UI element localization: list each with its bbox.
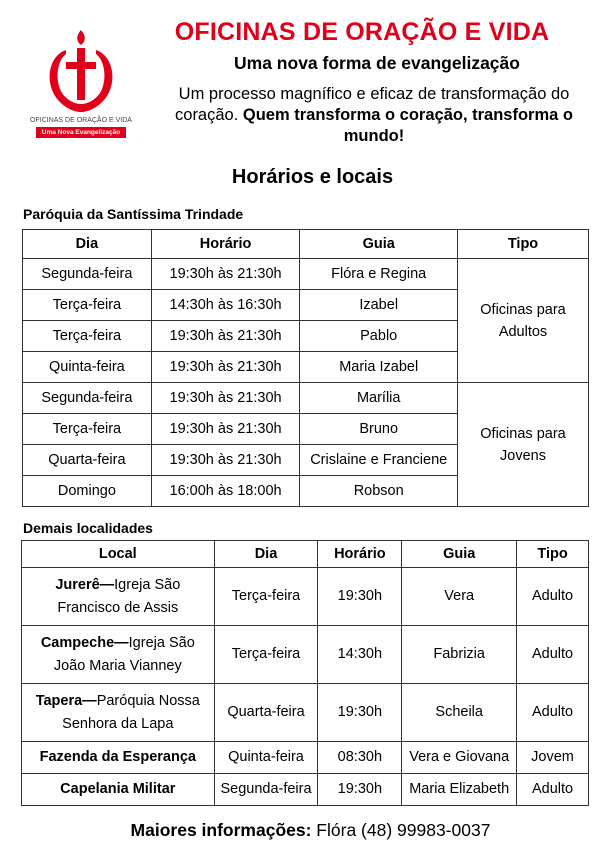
cell-horario: 19:30h às 21:30h [151, 259, 300, 290]
cell-horario: 14:30h [318, 626, 402, 684]
cell-horario: 14:30h às 16:30h [151, 290, 300, 321]
table-row [23, 383, 589, 414]
cell-guia: Maria Izabel [300, 352, 458, 383]
local-detail: Paróquia Nossa Senhora da Lapa [62, 692, 200, 732]
table-row [22, 742, 589, 774]
cell-dia: Terça-feira [23, 414, 152, 445]
local-name: Campeche— [40, 634, 129, 651]
cell-tipo: Adulto [517, 626, 589, 684]
cell-dia: Quinta-feira [214, 742, 318, 774]
header-local: Local [22, 541, 215, 568]
cell-guia: Pablo [300, 321, 458, 352]
cell-horario: 19:30h [318, 774, 402, 806]
local-name: Capelania Militar [60, 781, 176, 797]
cell-horario: 19:30h às 21:30h [151, 383, 300, 414]
cell-local [22, 742, 215, 774]
intro-bold: Quem transforma o coração, transforma o mundo! [242, 106, 573, 145]
cell-tipo-adultos [458, 259, 589, 383]
cell-horario: 19:30h às 21:30h [151, 414, 300, 445]
cell-horario: 19:30h às 21:30h [151, 445, 300, 476]
footer-contact [0, 820, 615, 841]
tipo-adultos-label: Oficinas para Adultos [480, 301, 566, 340]
cell-guia: Robson [300, 476, 458, 507]
table-header-row [22, 541, 589, 568]
cell-guia: Vera e Giovana [402, 742, 517, 774]
cell-dia: Quarta-feira [214, 684, 318, 742]
cell-horario: 16:00h às 18:00h [151, 476, 300, 507]
cell-dia: Segunda-feira [23, 259, 152, 290]
cell-dia: Terça-feira [23, 290, 152, 321]
table-row [22, 774, 589, 806]
footer-contact-info: Flóra (48) 99983-0037 [311, 820, 491, 840]
cell-guia: Maria Elizabeth [402, 774, 517, 806]
logo-cross-icon [46, 28, 116, 114]
page-title: OFICINAS DE ORAÇÃO E VIDA [174, 18, 550, 46]
cell-local [22, 774, 215, 806]
cell-tipo-jovens [458, 383, 589, 507]
parish-schedule-table [22, 229, 589, 507]
cell-horario: 19:30h às 21:30h [151, 321, 300, 352]
cell-tipo: Adulto [517, 774, 589, 806]
cell-guia: Crislaine e Franciene [300, 445, 458, 476]
table-row [22, 568, 589, 626]
cell-guia: Fabrizia [402, 626, 517, 684]
cell-guia: Marília [300, 383, 458, 414]
header-tipo: Tipo [458, 230, 589, 259]
cell-guia: Izabel [300, 290, 458, 321]
header-guia: Guia [300, 230, 458, 259]
cell-dia: Quinta-feira [23, 352, 152, 383]
table-row [22, 626, 589, 684]
cell-guia: Bruno [300, 414, 458, 445]
header-horario: Horário [318, 541, 402, 568]
cell-local [22, 684, 215, 742]
table-row [23, 259, 589, 290]
header-horario: Horário [151, 230, 300, 259]
cell-tipo: Adulto [517, 684, 589, 742]
cell-dia: Segunda-feira [214, 774, 318, 806]
cell-horario: 19:30h [318, 568, 402, 626]
cell-local [22, 626, 215, 684]
cell-local [22, 568, 215, 626]
parish-label: Paróquia da Santíssima Trindade [23, 206, 244, 222]
other-locations-table [21, 540, 589, 806]
section-title: Horários e locais [231, 166, 394, 188]
logo-caption: OFICINAS DE ORAÇÃO E VIDA [30, 117, 132, 124]
cell-tipo: Jovem [517, 742, 589, 774]
cell-dia: Terça-feira [214, 568, 318, 626]
cell-dia: Quarta-feira [23, 445, 152, 476]
header-tipo: Tipo [517, 541, 589, 568]
table-row [22, 684, 589, 742]
cell-guia: Scheila [402, 684, 517, 742]
local-detail: Igreja São João Maria Vianney [53, 634, 195, 674]
local-name: Tapera— [35, 692, 97, 709]
cell-horario: 08:30h [318, 742, 402, 774]
logo [22, 22, 140, 140]
local-name: Fazenda da Esperança [39, 749, 196, 765]
cell-dia: Domingo [23, 476, 152, 507]
cell-dia: Terça-feira [23, 321, 152, 352]
cell-tipo: Adulto [517, 568, 589, 626]
footer-label: Maiores informações: [130, 820, 312, 840]
table-header-row [23, 230, 589, 259]
others-label: Demais localidades [23, 520, 153, 536]
local-name: Jurerê— [55, 576, 115, 593]
cell-dia: Segunda-feira [23, 383, 152, 414]
intro-plain: Um processo magnífico e eficaz de transformação do coração. [175, 85, 570, 124]
header-guia: Guia [402, 541, 517, 568]
header-dia: Dia [23, 230, 152, 259]
header [0, 0, 615, 160]
cell-guia: Flóra e Regina [300, 259, 458, 290]
header-dia: Dia [214, 541, 318, 568]
logo-tagline: Uma Nova Evangelização [36, 127, 126, 138]
tipo-jovens-label: Oficinas para Jovens [480, 425, 566, 464]
cell-guia: Vera [402, 568, 517, 626]
local-detail: Igreja São Francisco de Assis [57, 576, 181, 616]
cell-horario: 19:30h [318, 684, 402, 742]
intro-text [148, 84, 600, 147]
cell-horario: 19:30h às 21:30h [151, 352, 300, 383]
page-subtitle: Uma nova forma de evangelização [234, 53, 520, 73]
cell-dia: Terça-feira [214, 626, 318, 684]
